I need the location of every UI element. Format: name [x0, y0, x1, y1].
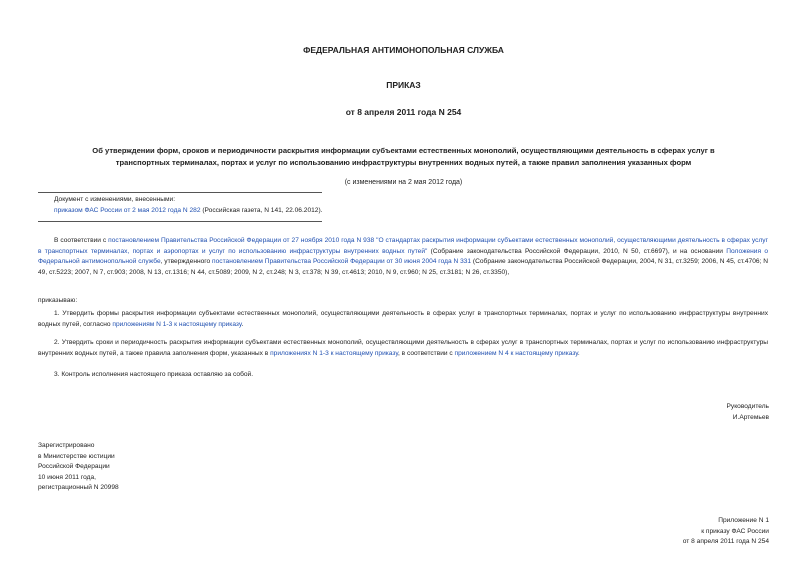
- item-2-text: 2. Утвердить сроки и периодичность раскрытия информации субъектами естественных монополий, осуществляющими деятельность в сферах услуг в транспортных терминалах, портах и услуг по использованию инфраструктуры внутренних водных путей, а также правила заполнения форм, указанных в: [38, 339, 768, 357]
- item-1-link-appendices[interactable]: приложениям N 1-3 к настоящему приказу: [112, 320, 242, 328]
- item-1-end: .: [241, 320, 244, 328]
- changes-top-rule: [38, 192, 322, 193]
- signature-block: [727, 402, 769, 423]
- changes-bottom-rule: [38, 221, 322, 222]
- title-line-1: Об утверждении форм, сроков и периодичности раскрытия информации субъектами естественных монополий, осуществляющими деятельность в сферах услуг в: [92, 146, 715, 155]
- order-item-3: 3. Контроль исполнения настоящего приказа оставляю за собой.: [54, 371, 254, 378]
- changes-box: [54, 195, 354, 216]
- item-2-end: .: [577, 349, 580, 357]
- appendix-line-3: от 8 апреля 2011 года N 254: [682, 538, 769, 545]
- document-title: [0, 145, 807, 169]
- item-1-text: 1. Утвердить формы раскрытия информации субъектами естественных монополий, осуществляющими деятельность в сферах услуг в транспортных терминалах, портах и услуг по использованию инфраструктуры внутренних водных путей, согласно: [38, 310, 768, 328]
- changes-label: Документ с изменениями, внесенными:: [54, 196, 176, 203]
- preamble-paragraph: [38, 236, 768, 278]
- registration-line-4: 10 июня 2011 года,: [38, 473, 96, 481]
- registration-line-5: регистрационный N 20998: [38, 484, 119, 491]
- title-line-2: транспортных терминалах, портах и услуг по использованию инфраструктуры внутренних водных путей, а также правил заполнения указанных форм: [115, 158, 692, 167]
- registration-line-1: Зарегистрировано: [38, 442, 95, 449]
- preamble-link-fas-regulation[interactable]: Положения о Федеральной антимонопольной службе: [38, 247, 769, 265]
- registration-line-2: в Министерстве юстиции: [38, 452, 115, 460]
- item-2-link-appendices[interactable]: приложениях N 1-3 к настоящему приказу: [270, 349, 398, 357]
- registration-block: [38, 441, 119, 494]
- order-item-1: [38, 309, 768, 330]
- order-item-2: [38, 338, 768, 359]
- signature-name: И.Артемьев: [732, 413, 769, 421]
- preamble-link-decree-938[interactable]: постановлением Правительства Российской Федерации от 27 ноября 2010 года N 938 "О стандартах раскрытия информации субъектами естественных монополий, осуществляющими деятельность в сферах услуг в транспортных терминалах, портах и аэропортах и услуг по использованию инфраструктуры внутренних водных путей": [38, 237, 768, 255]
- preamble-text-4: (Собрание законодательства Российской Федерации, 2004, N 31, ст.3259; 2006, N 45, ст.4706; N 49, ст.5223; 2007, N 7, ст.903; 2008, N 13, ст.1316; N 44, ст.5089; 2009, N 2, ст.248; N 3, ст.378; N 39, ст.4613; 2010, N 9, ст.960; N 25, ст.3181; N 26, ст.3350),: [38, 258, 768, 276]
- changes-link[interactable]: приказом ФАС России от 2 мая 2012 года N 282: [54, 206, 201, 214]
- signature-role: Руководитель: [726, 403, 769, 410]
- registration-line-3: Российской Федерации: [38, 463, 110, 470]
- document-type: ПРИКАЗ: [386, 80, 421, 90]
- amendment-note: (с изменениями на 2 мая 2012 года): [344, 179, 463, 186]
- agency-name: ФЕДЕРАЛЬНАЯ АНТИМОНОПОЛЬНАЯ СЛУЖБА: [303, 45, 504, 55]
- preamble-link-decree-331[interactable]: постановлением Правительства Российской Федерации от 30 июня 2004 года N 331: [212, 258, 472, 265]
- changes-tail: (Российская газета, N 141, 22.06.2012).: [200, 206, 323, 214]
- appendix-line-2: к приказу ФАС России: [701, 527, 769, 535]
- appendix-header: [683, 516, 769, 548]
- item-2-link-appendix-4[interactable]: приложением N 4 к настоящему приказу: [454, 349, 578, 357]
- order-word: приказываю:: [38, 297, 78, 304]
- item-2-mid: , в соответствии с: [397, 349, 455, 357]
- document-date-number: от 8 апреля 2011 года N 254: [345, 107, 462, 117]
- preamble-text-1: В соответствии с: [54, 237, 109, 244]
- changes-entry: [54, 206, 354, 217]
- appendix-line-1: Приложение N 1: [718, 517, 769, 524]
- preamble-text-3: , утвержденного: [160, 258, 213, 265]
- preamble-text-2: (Собрание законодательства Российской Федерации, 2010, N 50, ст.6697), и на основании: [427, 247, 727, 255]
